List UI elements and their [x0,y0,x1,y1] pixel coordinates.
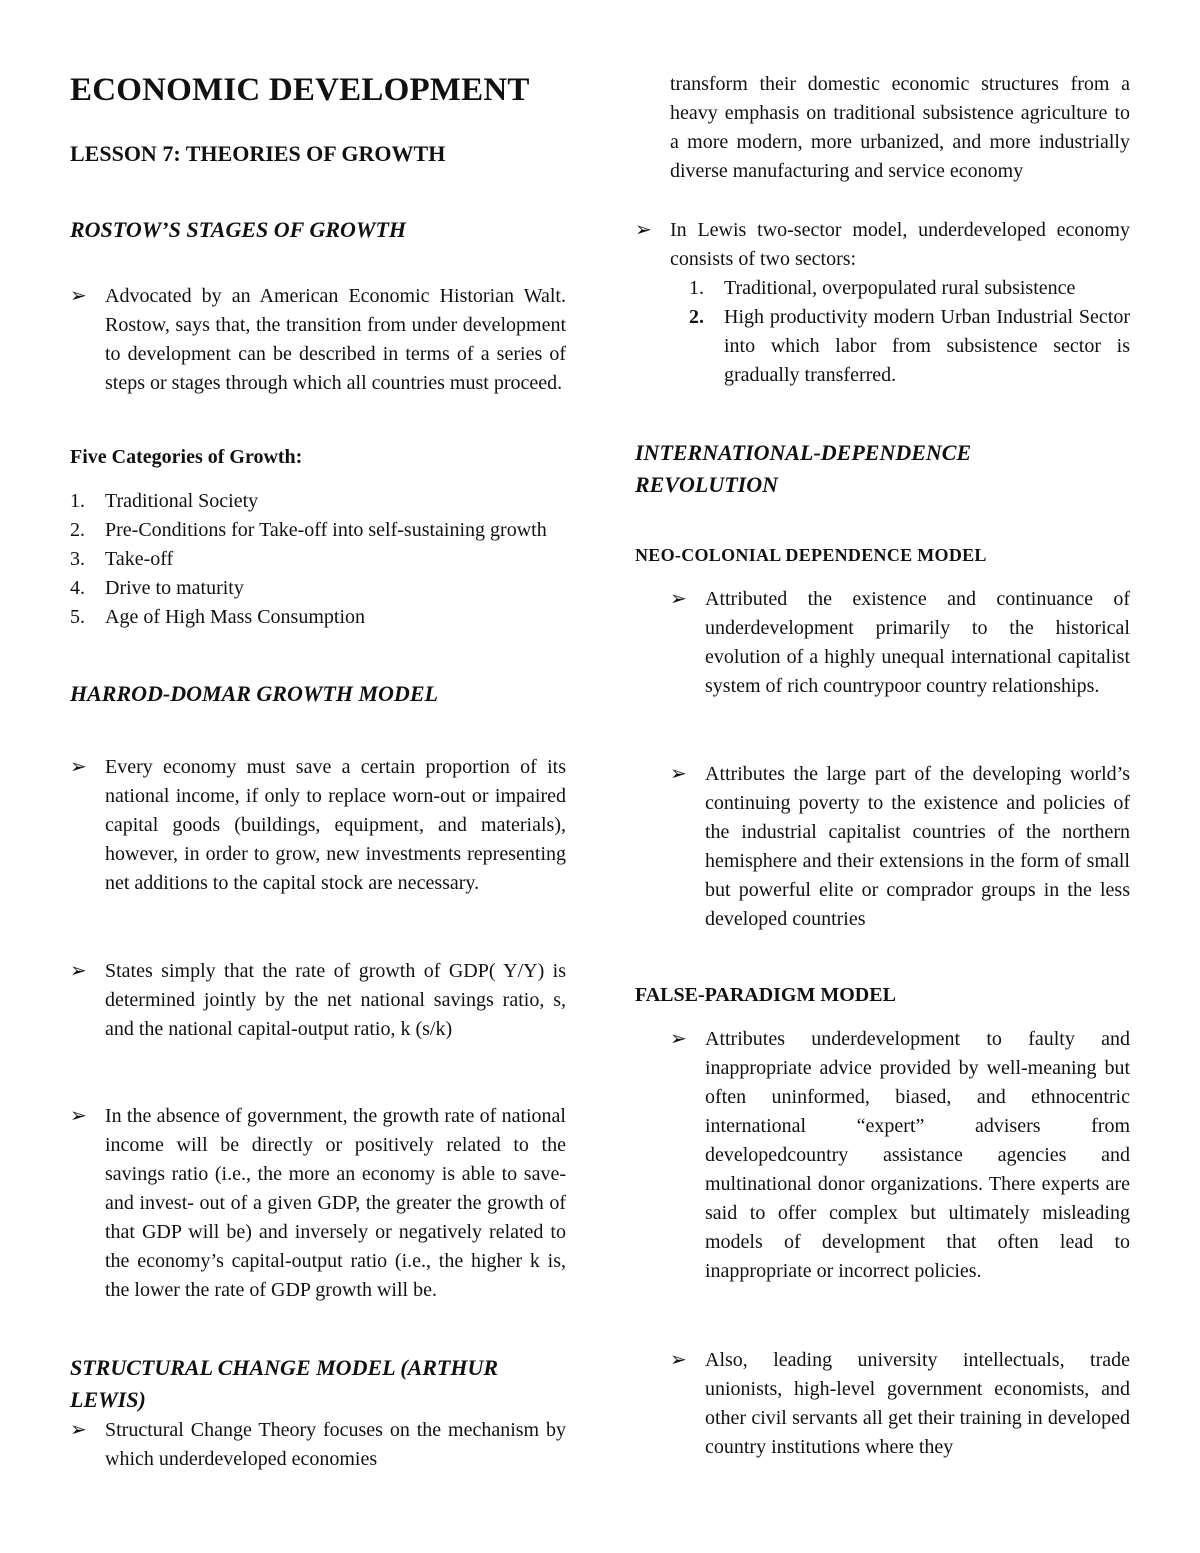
list-number: 1. [70,490,85,512]
arrowhead-bullet-icon: ➢ [670,763,687,785]
list-item [70,545,566,574]
false-paradigm-bullet-1 [670,1025,1130,1286]
international-dependence-heading: INTERNATIONAL-DEPENDENCE REVOLUTION [635,440,972,497]
arrowhead-bullet-icon: ➢ [670,588,687,610]
arrowhead-bullet-icon: ➢ [70,756,87,778]
lewis-sectors-list [689,274,1130,390]
lesson-heading: LESSON 7: THEORIES OF GROWTH [70,141,446,166]
structural-bullet-2 [635,216,1130,274]
list-text: Age of High Mass Consumption [105,606,365,628]
bullet-text: Attributes the large part of the developing world’s continuing poverty to the existence and policies of the industrial capitalist countries of the northern hemisphere and their extensions in the form of small but powerful elite or comprador groups in the less developed countries [705,763,1130,930]
list-item [70,574,566,603]
neo-colonial-bullet-1 [670,585,1130,701]
harrod-bullet-1 [70,753,566,898]
bullet-text: States simply that the rate of growth of GDP( Y/Y) is determined jointly by the net national savings ratio, s, and the national capital-output ratio, k (s/k) [105,960,566,1040]
list-text: High productivity modern Urban Industrial Sector into which labor from subsistence sector is gradually transferred. [724,306,1130,386]
document-title: ECONOMIC DEVELOPMENT [70,72,530,108]
false-paradigm-bullet-2 [670,1346,1130,1462]
structural-change-heading: STRUCTURAL CHANGE MODEL (ARTHUR LEWIS) [70,1355,499,1412]
neo-colonial-bullet-2 [670,760,1130,934]
arrowhead-bullet-icon: ➢ [70,1419,87,1441]
arrowhead-bullet-icon: ➢ [635,219,652,241]
bullet-text: Every economy must save a certain proportion of its national income, if only to replace worn-out or impaired capital goods (buildings, equipment, and materials), however, in order to grow, new investments representing net additions to the capital stock are necessary. [105,756,566,894]
arrowhead-bullet-icon: ➢ [70,960,87,982]
structural-bullet-1-continued [635,70,1130,186]
list-number: 2. [70,519,85,541]
bullet-text: Structural Change Theory focuses on the mechanism by which underdeveloped economies [105,1419,566,1470]
list-text: Pre-Conditions for Take-off into self-sustaining growth [105,519,547,541]
growth-categories-list [70,487,566,632]
bullet-text: Attributed the existence and continuance of underdevelopment primarily to the historical evolution of a highly unequal international capitalist system of rich countrypoor country relationships. [705,588,1130,697]
list-number: 4. [70,577,85,599]
arrowhead-bullet-icon: ➢ [70,285,87,307]
harrod-domar-heading: HARROD-DOMAR GROWTH MODEL [70,681,438,706]
list-text: Take-off [105,548,174,570]
bullet-text: Advocated by an American Economic Historian Walt. Rostow, says that, the transition from under development to development can be described in terms of a series of steps or stages through which all countries must proceed. [105,285,566,394]
list-number: 3. [70,548,85,570]
arrowhead-bullet-icon: ➢ [70,1105,87,1127]
list-item [689,274,1130,303]
list-number: 1. [689,277,704,299]
list-number: 2. [689,306,704,328]
bullet-text: Also, leading university intellectuals, trade unionists, high-level government economists, and other civil servants all get their training in developed country institutions where they [705,1349,1130,1458]
five-categories-heading: Five Categories of Growth: [70,446,303,468]
arrowhead-bullet-icon: ➢ [670,1028,687,1050]
structural-bullet-1-start [70,1416,566,1474]
rostow-heading: ROSTOW’S STAGES OF GROWTH [70,217,407,242]
harrod-bullet-3 [70,1102,566,1305]
bullet-text: Attributes underdevelopment to faulty and inappropriate advice provided by well-meaning but often uninformed, biased, and ethnocentric international “expert” advisers from developedcountry assistance agencies and multinational donor organizations. There experts are said to offer complex but ultimately misleading models of development that often lead to inappropriate or incorrect policies. [705,1028,1130,1282]
list-text: Traditional Society [105,490,259,512]
false-paradigm-heading: FALSE-PARADIGM MODEL [635,984,896,1006]
harrod-bullet-2 [70,957,566,1044]
neo-colonial-heading: NEO-COLONIAL DEPENDENCE MODEL [635,545,987,565]
bullet-text: transform their domestic economic structures from a heavy emphasis on traditional subsistence agriculture to a more modern, more urbanized, and more industrially diverse manufacturing and service economy [670,73,1130,182]
list-item [70,516,566,545]
list-item [70,487,566,516]
list-text: Traditional, overpopulated rural subsistence [724,277,1076,299]
arrowhead-bullet-icon: ➢ [670,1349,687,1371]
list-number: 5. [70,606,85,628]
bullet-text: In Lewis two-sector model, underdeveloped economy consists of two sectors: [670,219,1130,270]
list-item [689,303,1130,390]
rostow-bullet [70,282,566,398]
list-text: Drive to maturity [105,577,244,599]
list-item [70,603,566,632]
bullet-text: In the absence of government, the growth rate of national income will be directly or positively related to the savings ratio (i.e., the more an economy is able to save- and invest- out of a given GDP, the greater the growth of that GDP will be) and inversely or negatively related to the economy’s capital-output ratio (i.e., the higher k is, the lower the rate of GDP growth will be. [105,1105,566,1301]
